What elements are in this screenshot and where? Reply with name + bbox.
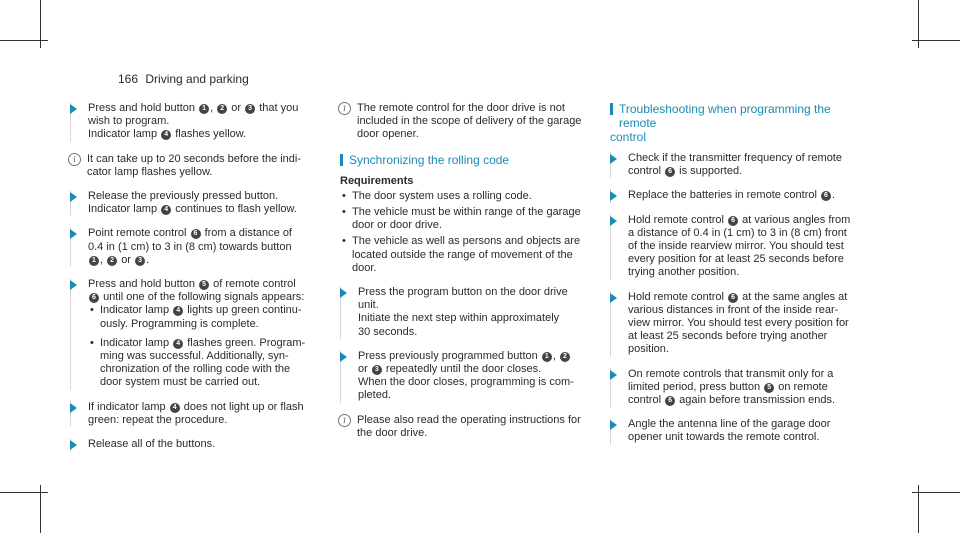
requirements-heading: Requirements bbox=[340, 174, 414, 187]
button-5-badge: 5 bbox=[199, 280, 209, 290]
step: Hold remote control 6 at various angles from a distance of 0.4 in (1 cm) to 3 in (8 cm) front of the inside rearview mirror. You should test every position for at least 25 seconds before trying another position. bbox=[610, 214, 860, 280]
step-arrow-icon bbox=[610, 293, 617, 303]
step-arrow-icon bbox=[70, 192, 77, 202]
step: Press the program button on the door drive unit. Initiate the next step within approximately 30 seconds. bbox=[340, 286, 590, 339]
button-1-badge: 1 bbox=[89, 256, 99, 266]
info-note: i It can take up to 20 seconds before the indi- cator lamp flashes yellow. bbox=[70, 153, 320, 179]
step-arrow-icon bbox=[70, 104, 77, 114]
lamp-4-badge: 4 bbox=[161, 130, 171, 140]
button-5-badge: 5 bbox=[764, 383, 774, 393]
lamp-4-badge: 4 bbox=[173, 306, 183, 316]
lamp-4-badge: 4 bbox=[173, 339, 183, 349]
button-2-badge: 2 bbox=[560, 352, 570, 362]
button-1-badge: 1 bbox=[199, 104, 209, 114]
list-item: • Indicator lamp 4 flashes green. Program- ming was successful. Additionally, syn- chronization of the rolling code with the door system must be carried out. bbox=[90, 336, 306, 389]
section-heading: Synchronizing the rolling code bbox=[340, 153, 590, 167]
step: Hold remote control 6 at the same angles at various distances in front of the inside rear- view mirror. You should test every position for at least 25 seconds before trying another position. bbox=[610, 291, 860, 357]
button-3-badge: 3 bbox=[135, 256, 145, 266]
step-arrow-icon bbox=[340, 288, 347, 298]
step-arrow-icon bbox=[70, 229, 77, 239]
column-1 bbox=[70, 102, 320, 462]
step: Angle the antenna line of the garage door opener unit towards the remote control. bbox=[610, 418, 860, 444]
crop-mark bbox=[0, 492, 48, 493]
step: On remote controls that transmit only for a limited period, press button 5 on remote control 6 again before transmission ends. bbox=[610, 368, 860, 408]
list-item: • The vehicle must be within range of the garage door or door drive. bbox=[342, 206, 581, 232]
button-3-badge: 3 bbox=[245, 104, 255, 114]
list-item: • The door system uses a rolling code. bbox=[342, 189, 532, 202]
crop-mark bbox=[912, 492, 960, 493]
step-arrow-icon bbox=[610, 216, 617, 226]
info-note: i Please also read the operating instructions for the door drive. bbox=[340, 414, 590, 440]
step: Check if the transmitter frequency of remote control 6 is supported. bbox=[610, 152, 860, 178]
button-2-badge: 2 bbox=[107, 256, 117, 266]
step-arrow-icon bbox=[70, 280, 77, 290]
requirements-list bbox=[340, 190, 590, 275]
step-arrow-icon bbox=[610, 154, 617, 164]
remote-6-badge: 6 bbox=[821, 191, 831, 201]
step: Release the previously pressed button. Indicator lamp 4 continues to flash yellow. bbox=[70, 190, 320, 216]
step-arrow-icon bbox=[610, 191, 617, 201]
remote-6-badge: 6 bbox=[665, 167, 675, 177]
step: Release all of the buttons. bbox=[70, 438, 320, 451]
page-header bbox=[118, 72, 249, 86]
crop-mark bbox=[912, 40, 960, 41]
button-1-badge: 1 bbox=[542, 352, 552, 362]
button-2-badge: 2 bbox=[217, 104, 227, 114]
step: Press and hold button 1 , 2 or 3 that you wish to program. Indicator lamp 4 flashes yellow. bbox=[70, 102, 320, 142]
step: Replace the batteries in remote control 6 . bbox=[610, 189, 860, 202]
info-icon: i bbox=[338, 102, 351, 115]
list-item: • The vehicle as well as persons and objects are located outside the range of movement of the door. bbox=[342, 235, 581, 274]
list-item: • Indicator lamp 4 lights up green continu- ously. Programming is complete. bbox=[90, 304, 302, 330]
lamp-4-badge: 4 bbox=[161, 205, 171, 215]
button-3-badge: 3 bbox=[372, 365, 382, 375]
step: Point remote control 6 from a distance of 0.4 in (1 cm) to 3 in (8 cm) towards button 1 , 2 or 3 . bbox=[70, 227, 320, 267]
step: If indicator lamp 4 does not light up or flash green: repeat the procedure. bbox=[70, 401, 320, 427]
step-arrow-icon bbox=[70, 440, 77, 450]
crop-mark bbox=[0, 40, 48, 41]
section-title: Driving and parking bbox=[145, 72, 249, 86]
lamp-4-badge: 4 bbox=[170, 403, 180, 413]
section-heading: Troubleshooting when programming the remote control bbox=[610, 102, 831, 144]
info-icon: i bbox=[68, 153, 81, 166]
step-arrow-icon bbox=[70, 403, 77, 413]
step: Press previously programmed button 1 , 2 or 3 repeatedly until the door closes. When the door closes, programming is com- pleted. bbox=[340, 350, 590, 403]
remote-6-badge: 6 bbox=[89, 293, 99, 303]
page-number: 166 bbox=[118, 72, 139, 86]
step-arrow-icon bbox=[340, 352, 347, 362]
column-2 bbox=[340, 102, 590, 451]
step: Press and hold button 5 of remote control 6 until one of the following signals appears: • Indicator lamp 4 lights up green continu- ously. Programming is complete. • Indicator lamp 4 flashes green. Program- ming was successful. Additionally, syn- chronization of the rolling code with the door system must be carried out. bbox=[70, 278, 320, 390]
remote-6-badge: 6 bbox=[728, 216, 738, 226]
step-arrow-icon bbox=[610, 370, 617, 380]
info-note: i The remote control for the door drive is not included in the scope of delivery of the garage door opener. bbox=[340, 102, 590, 142]
step-arrow-icon bbox=[610, 420, 617, 430]
remote-6-badge: 6 bbox=[191, 229, 201, 239]
remote-6-badge: 6 bbox=[665, 396, 675, 406]
remote-6-badge: 6 bbox=[728, 293, 738, 303]
column-3 bbox=[610, 102, 860, 456]
info-icon: i bbox=[338, 414, 351, 427]
